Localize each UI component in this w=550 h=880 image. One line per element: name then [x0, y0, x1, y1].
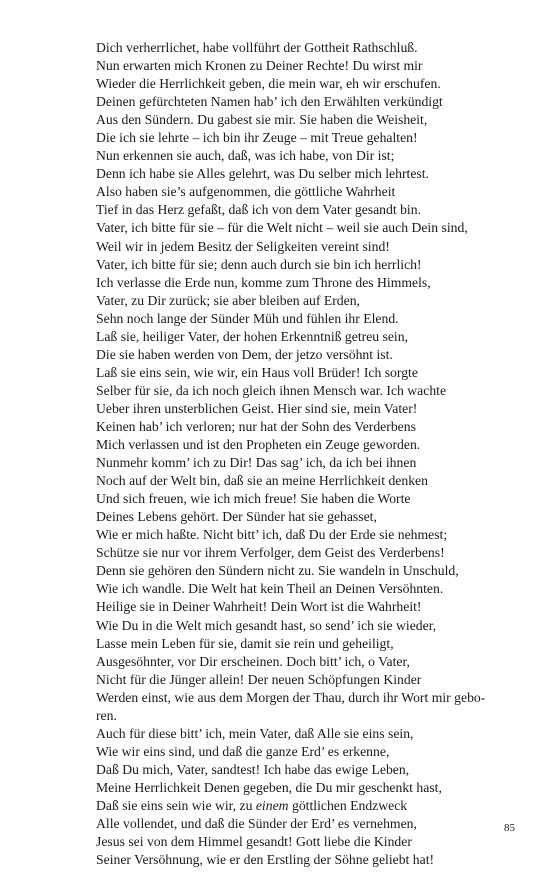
verse-line: Nun erkennen sie auch, daß, was ich habe, von Dir ist;	[96, 148, 395, 164]
verse-line: Meine Herrlichkeit Denen gegeben, die Du mir geschenkt hast,	[96, 779, 442, 795]
verse-line: Vater, ich bitte für sie – für die Welt nicht – weil sie auch Dein sind,	[96, 220, 468, 236]
verse-line: Heilige sie in Deiner Wahrheit! Dein Wort ist die Wahrheit!	[96, 599, 422, 615]
verse-line: Denn ich habe sie Alles gelehrt, was Du selber mich lehrtest.	[96, 166, 429, 182]
verse-line: Nicht für die Jünger allein! Der neuen Schöpfungen Kinder	[96, 671, 422, 687]
verse-line: Alle vollendet, und daß die Sünder der Erd’ es vernehmen,	[96, 816, 417, 832]
verse-line: Nunmehr komm’ ich zu Dir! Das sag’ ich, da ich bei ihnen	[96, 455, 417, 471]
verse-line: Weil wir in jedem Besitz der Seligkeiten vereint sind!	[96, 238, 390, 254]
verse-line: Noch auf der Welt bin, daß sie an meine Herrlichkeit denken	[96, 473, 428, 489]
verse-line: Keinen hab’ ich verloren; nur hat der Sohn des Verderbens	[96, 418, 416, 434]
verse-line: Selber für sie, da ich noch gleich ihnen Mensch war. Ich wachte	[96, 382, 447, 398]
verse-line: Wie ich wandle. Die Welt hat kein Theil an Deinen Versöhnten.	[96, 581, 444, 597]
verse-line: Wie wir eins sind, und daß die ganze Erd’ es erkenne,	[96, 743, 390, 759]
page-number: 85	[504, 822, 515, 834]
verse-line: Deines Lebens gehört. Der Sünder hat sie gehasset,	[96, 509, 377, 525]
verse-text: göttlichen Endzweck	[288, 797, 408, 813]
verse-text: Daß sie eins sein wie wir, zu	[96, 797, 256, 813]
verse-line: Denn sie gehören den Sündern nicht zu. Sie wandeln in Unschuld,	[96, 563, 459, 579]
verse-line: Tief in das Herz gefaßt, daß ich von dem Vater gesandt bin.	[96, 202, 421, 218]
verse-line: Die sie haben werden von Dem, der jetzo versöhnt ist.	[96, 346, 393, 362]
verse-line: Vater, ich bitte für sie; denn auch durch sie bin ich herrlich!	[96, 256, 422, 272]
emphasized-word: einem	[255, 797, 289, 813]
verse-line: Wieder die Herrlichkeit geben, die mein war, eh wir erschufen.	[96, 76, 441, 92]
verse-line: Jesus sei von dem Himmel gesandt! Gott liebe die Kinder	[96, 834, 412, 850]
verse-line: Die ich sie lehrte – ich bin ihr Zeuge – mit Treue gehalten!	[96, 130, 418, 146]
verse-line: ren.	[96, 707, 117, 723]
poem-text-block	[96, 39, 536, 869]
verse-line: Seiner Versöhnung, wie er den Erstling der Söhne geliebt hat!	[96, 852, 435, 868]
verse-line: Dich verherrlichet, habe vollführt der Gottheit Rathschluß.	[96, 40, 418, 55]
verse-line: Vater, zu Dir zurück; sie aber bleiben auf Erden,	[96, 292, 360, 308]
verse-line: Ausgesöhnter, vor Dir erscheinen. Doch bitt’ ich, o Vater,	[96, 653, 410, 669]
verse-line: Werden einst, wie aus dem Morgen der Thau, durch ihr Wort mir gebo-	[96, 689, 486, 705]
verse-line: Und sich freuen, wie ich mich freue! Sie haben die Worte	[96, 491, 411, 507]
verse-line: Schütze sie nur vor ihrem Verfolger, dem Geist des Verderbens!	[96, 545, 445, 561]
verse-line: Ueber ihren unsterblichen Geist. Hier sind sie, mein Vater!	[96, 400, 418, 416]
verse-line: Deinen gefürchteten Namen hab’ ich den Erwählten verkündigt	[96, 94, 443, 110]
verse-line	[96, 797, 536, 815]
verse-line: Daß Du mich, Vater, sandtest! Ich habe das ewige Leben,	[96, 761, 410, 777]
verse-line: Lasse mein Leben für sie, damit sie rein und geheiligt,	[96, 635, 394, 651]
verse-line: Also haben sie’s aufgenommen, die göttliche Wahrheit	[96, 184, 396, 200]
verse-line: Aus den Sündern. Du gabest sie mir. Sie haben die Weisheit,	[96, 112, 428, 128]
verse-line: Auch für diese bitt’ ich, mein Vater, daß Alle sie eins sein,	[96, 725, 414, 741]
verse-line: Nun erwarten mich Kronen zu Deiner Rechte! Du wirst mir	[96, 58, 423, 74]
verse-line: Mich verlassen und ist den Propheten ein Zeuge geworden.	[96, 437, 421, 453]
verse-line: Wie Du in die Welt mich gesandt hast, so send’ ich sie wieder,	[96, 617, 437, 633]
verse-line: Laß sie, heiliger Vater, der hohen Erkenntniß getreu sein,	[96, 328, 409, 344]
verse-line: Laß sie eins sein, wie wir, ein Haus voll Brüder! Ich sorgte	[96, 364, 418, 380]
verse-line: Ich verlasse die Erde nun, komme zum Throne des Himmels,	[96, 274, 431, 290]
verse-line: Wie er mich haßte. Nicht bitt’ ich, daß Du der Erde sie nehmest;	[96, 527, 448, 543]
verse-line: Sehn noch lange der Sünder Müh und fühlen ihr Elend.	[96, 310, 399, 326]
